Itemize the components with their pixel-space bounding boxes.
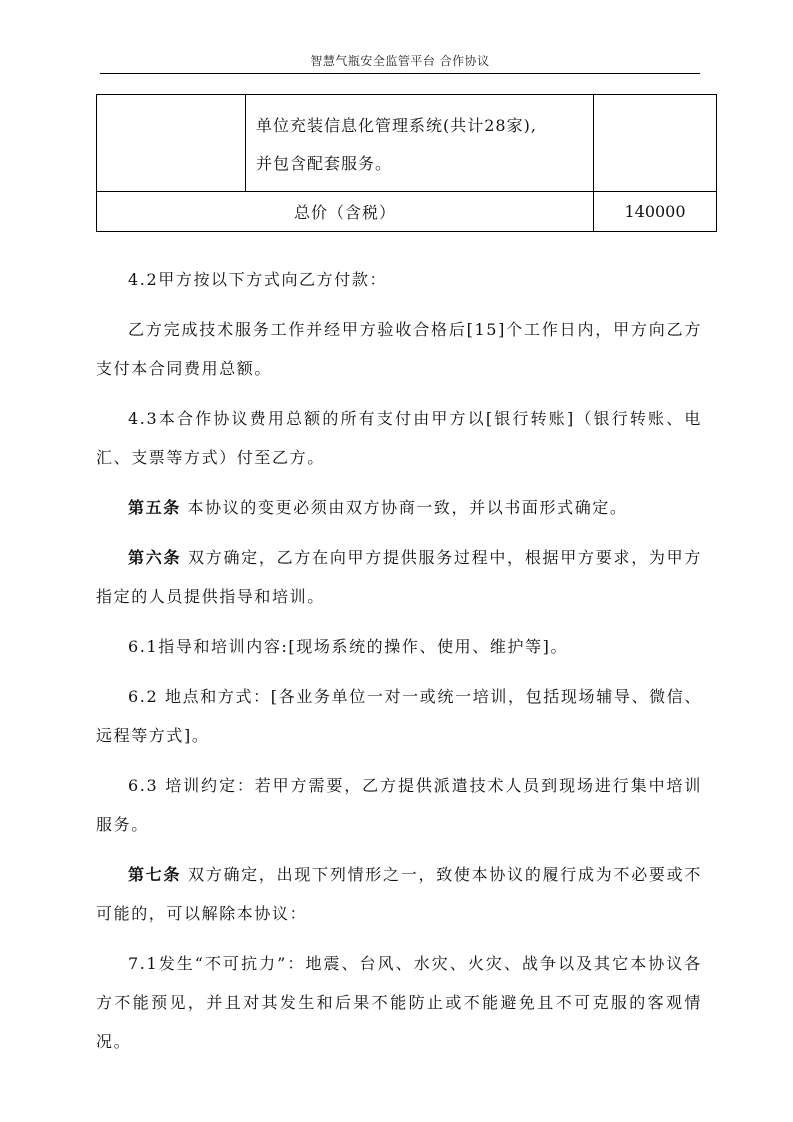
article-5 xyxy=(96,488,702,527)
table-cell-description xyxy=(246,95,594,192)
article-6-text: 双方确定，乙方在向甲方提供服务过程中，根据甲方要求，为甲方指定的人员提供指导和培训。 xyxy=(96,548,702,606)
agreement-body xyxy=(96,260,702,1072)
article-6-heading: 第六条 xyxy=(128,548,182,567)
paragraph-6-1: 6.1指导和培训内容:[现场系统的操作、使用、维护等]。 xyxy=(128,637,569,656)
paragraph-6-3: 6.3 培训约定：若甲方需要，乙方提供派遣技术人员到现场进行集中培训服务。 xyxy=(96,776,702,834)
paragraph-7-1: 7.1发生“不可抗力”：地震、台风、水灾、火灾、战争以及其它本协议各方不能预见，并且对其发生和后果不能防止或不能避免且不可克服的客观情况。 xyxy=(96,954,702,1051)
description-line: 单位充装信息化管理系统(共计28家), xyxy=(256,116,537,135)
article-7 xyxy=(96,855,702,933)
article-6 xyxy=(96,538,702,616)
paragraph-4-3: 4.3本合作协议费用总额的所有支付由甲方以[银行转账]（银行转账、电汇、支票等方式）付至乙方。 xyxy=(96,409,702,467)
total-label: 总价（含税） xyxy=(97,192,594,232)
paragraph-4-2: 4.2甲方按以下方式向乙方付款： xyxy=(128,270,388,289)
page-header: 智慧气瓶安全监管平台 合作协议 xyxy=(310,54,490,68)
table-row xyxy=(97,95,717,192)
table-cell-amount xyxy=(594,95,717,192)
header-rule xyxy=(100,73,700,74)
paragraph-payment-terms: 乙方完成技术服务工作并经甲方验收合格后[15]个工作日内，甲方向乙方支付本合同费用总额。 xyxy=(96,320,702,378)
paragraph-6-2: 6.2 地点和方式：[各业务单位一对一或统一培训，包括现场辅导、微信、远程等方式]。 xyxy=(96,687,702,745)
article-5-text: 本协议的变更必须由双方协商一致，并以书面形式确定。 xyxy=(180,498,628,517)
article-7-heading: 第七条 xyxy=(128,865,182,884)
table-total-row xyxy=(97,192,717,232)
article-7-text: 双方确定，出现下列情形之一，致使本协议的履行成为不必要或不可能的，可以解除本协议： xyxy=(96,865,702,923)
table-cell-item xyxy=(97,95,246,192)
article-5-heading: 第五条 xyxy=(128,498,181,517)
total-value: 140000 xyxy=(594,192,717,232)
price-table xyxy=(96,94,717,232)
description-line: 并包含配套服务。 xyxy=(256,154,393,173)
